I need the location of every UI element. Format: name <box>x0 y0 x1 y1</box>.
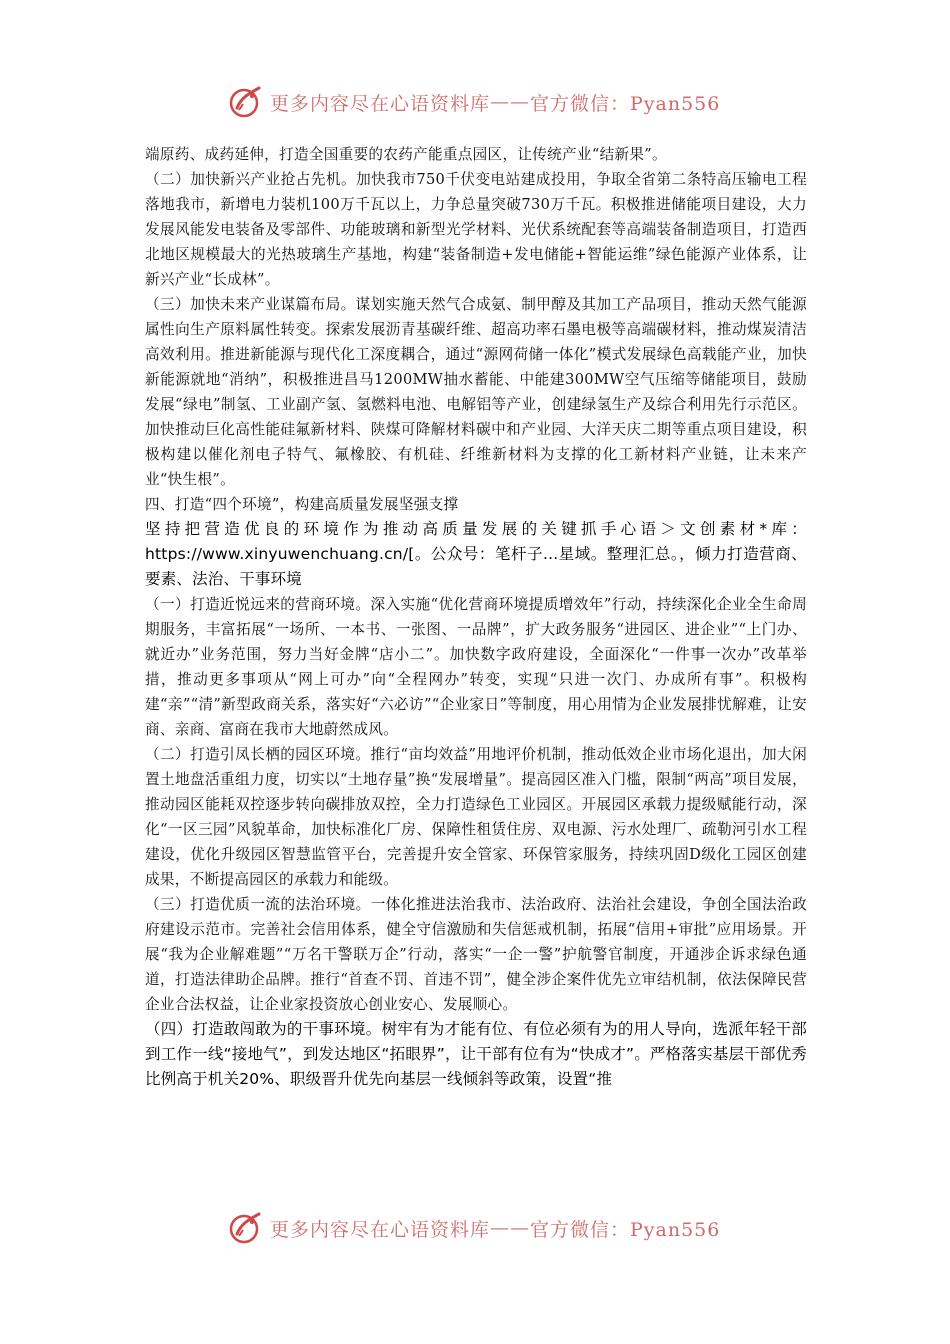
paragraph-sans: 坚持把营造优良的环境作为推动高质量发展的关键抓手心语＞文创素材*库：https://www.xinyuwenchuang.cn/[。公众号：笔杆子...星域。整理汇总。，倾力打造营商、要素、法治、干事环境 <box>145 520 807 588</box>
watermark-text: 更多内容尽在心语资料库 <box>270 1218 491 1241</box>
paragraph: （一）打造近悦远来的营商环境。深入实施“优化营商环境提质增效年”行动，持续深化企业全生命周期服务，丰富拓展“一场所、一本书、一张图、一品牌”，扩大政务服务“进园区、进企业”“上门办、就近办”业务范围，努力当好金牌“店小二”。加快数字政府建设，全面深化“一件事一次办”改革举措，推动更多事项从“网上可办”向“全程网办”转变，实现“只进一次门、办成所有事”。积极构建“亲”“清”新型政商关系，落实好“六必访”“企业家日”等制度，用心用情为企业发展排忧解难，让安商、亲商、富商在我市大地蔚然成风。 <box>145 596 807 738</box>
paragraph: （二）打造引凤长栖的园区环境。推行“亩均效益”用地评价机制，推动低效企业市场化退出，加大闲置土地盘活重组力度，切实以“土地存量”换“发展增量”。提高园区准入门槛，限制“两高”项目发展，推动园区能耗双控逐步转向碳排放双控，全力打造绿色工业园区。开展园区承载力提级赋能行动，深化“一区三园”风貌革命，加快标准化厂房、保障性租赁住房、双电源、污水处理厂、疏勒河引水工程建设，优化升级园区智慧监管平台，完善提升安全管家、环保管家服务，持续巩固D级化工园区创建成果，不断提高园区的承载力和能级。 <box>145 746 807 888</box>
watermark-wechat: 官方微信：Pyan556 <box>530 1218 721 1241</box>
watermark-separator: —— <box>490 1217 531 1239</box>
pen-logo-icon <box>228 84 264 120</box>
watermark-wechat: 官方微信：Pyan556 <box>530 92 721 115</box>
pen-logo-icon <box>228 1210 264 1246</box>
header-watermark <box>228 82 728 122</box>
watermark-separator: —— <box>490 91 531 113</box>
document-body <box>145 142 807 1092</box>
footer-watermark <box>228 1208 728 1248</box>
paragraph-sans: （四）打造敢闯敢为的干事环境。树牢有为才能有位、有位必须有为的用人导向，选派年轻干部到工作一线“接地气”，到发达地区“拓眼界”，让干部有位有为“快成才”。严格落实基层干部优秀比例高于机关20%、职级晋升优先向基层一线倾斜等政策，设置“推 <box>145 1020 807 1088</box>
paragraph: （二）加快新兴产业抢占先机。加快我市750千伏变电站建成投用，争取全省第二条特高压输电工程落地我市，新增电力装机100万千瓦以上，力争总量突破730万千瓦。积极推进储能项目建设，大力发展风能发电装备及零部件、功能玻璃和新型光学材料、光伏系统配套等高端装备制造项目，打造西北地区规模最大的光热玻璃生产基地，构建“装备制造+发电储能+智能运维”绿色能源产业体系，让新兴产业“长成林”。 <box>145 171 807 288</box>
paragraph: 端原药、成药延伸，打造全国重要的农药产能重点园区，让传统产业“结新果”。 <box>145 146 667 163</box>
paragraph: （三）打造优质一流的法治环境。一体化推进法治我市、法治政府、法治社会建设，争创全国法治政府建设示范市。完善社会信用体系，健全守信激励和失信惩戒机制，拓展“信用+审批”应用场景。开展“我为企业解难题”“万名干警联万企”行动，落实“一企一警”护航警官制度，开通涉企诉求绿色通道，打造法律助企品牌。推行“首查不罚、首违不罚”，健全涉企案件优先立审结机制，依法保障民营企业合法权益，让企业家投资放心创业安心、发展顺心。 <box>145 896 807 1013</box>
watermark-text: 更多内容尽在心语资料库 <box>270 92 491 115</box>
section-heading: 四、打造“四个环境”，构建高质量发展坚强支撑 <box>145 496 459 513</box>
paragraph: （三）加快未来产业谋篇布局。谋划实施天然气合成氨、制甲醇及其加工产品项目，推动天然气能源属性向生产原料属性转变。探索发展沥青基碳纤维、超高功率石墨电极等高端碳材料，推动煤炭清洁高效利用。推进新能源与现代化工深度耦合，通过“源网荷储一体化”模式发展绿色高载能产业，加快新能源就地“消纳”，积极推进昌马1200MW抽水蓄能、中能建300MW空气压缩等储能项目，鼓励发展“绿电”制氢、工业副产氢、氢燃料电池、电解铝等产业，创建绿氢生产及综合利用先行示范区。加快推动巨化高性能硅氟新材料、陕煤可降解材料碳中和产业园、大洋天庆二期等重点项目建设，积极构建以催化剂电子特气、氟橡胶、有机硅、纤维新材料为支撑的化工新材料产业链，让未来产业“快生根”。 <box>145 296 807 488</box>
